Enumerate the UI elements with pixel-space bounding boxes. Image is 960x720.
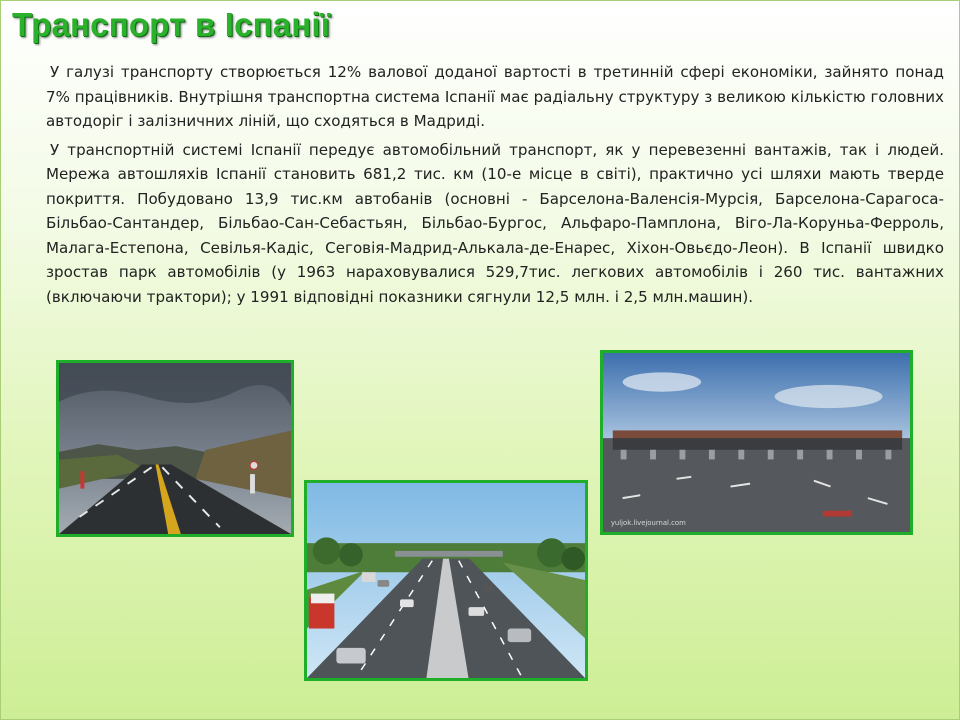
paragraph-2: У транспортній системі Іспанії передує автомобільний транспорт, як у перевезенні вантажів, так і людей. Мережа автошляхів Іспанії становить 681,2 тис. км (10-е місце в світі), практично усі шляхи мають тверде покриття. Побудовано 13,9 тис.км автобанів (основні - Барселона-Валенсія-Мурсія, Барселона-Сарагоса-Більбао-Сантандер, Більбао-Сан-Себастьян, Більбао-Бургос, Альфаро-Памплона, Віго-Ла-Коруньа-Ферроль, Малага-Естепона, Севілья-Кадіс, Сеговія-Мадрид-Алькала-де-Енарес, Хіхон-Овьєдо-Леон). В Іспанії швидко зростав парк автомобілів (у 1963 нараховувалися 529,7тис. легкових автомобілів і 260 тис. вантажних (включаючи трактори); у 1991 відповідні показники сягнули 12,5 млн. і 2,5 млн.машин). (46, 140, 944, 306)
slide-title: Транспорт в Іспанії (12, 6, 331, 43)
slide-body (46, 60, 944, 313)
paragraph-1: У галузі транспорту створюється 12% валової доданої вартості в третинній сфері економіки, зайнято понад 7% працівників. Внутрішня транспортна система Іспанії має радіальну структуру з великою кількістю головних автодоріг і залізничних ліній, що сходяться в Мадриді. (46, 63, 944, 130)
toll-watermark: yuljok.livejournal.com (610, 519, 686, 528)
photo-cloudy-highway (56, 360, 294, 537)
photo-motorway-traffic (304, 480, 588, 681)
photo-toll-plaza (600, 350, 913, 535)
